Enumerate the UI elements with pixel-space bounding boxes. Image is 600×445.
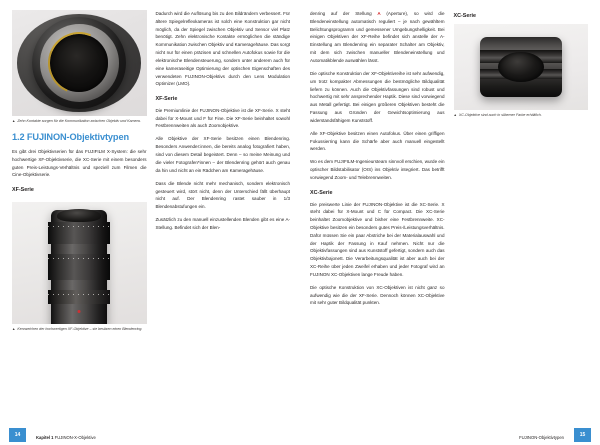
xf-paragraph-1: Die Premiumlinie der FUJINON-Objektive ist die XF-Serie. X steht dabei für X-Mount und F für Fine. Die XF-Serie beinhaltet sowohl Festbrennweiten als auch Zoomobjektive.	[155, 107, 290, 129]
right-page-column-1	[310, 10, 445, 415]
xf-paragraph-4: Zusätzlich zu den manuell einzustellenden Blenden gibt es eine A-Stellung. Befindet sich der Blen-	[155, 217, 290, 230]
lens-focus-ring	[48, 254, 110, 280]
xf-optics-paragraph: Die optische Konstruktion der XF-Objektivreihe ist sehr aufwendig, um trotz kompakter Abmessungen die bestmögliche Bildqualität liefern zu können. Auch die Objektivfassungen sind robust und hochwertig mit sehr ansprechender Haptik. Diese sind vorwiegend aus Metall gefertigt. Bei einigen größeren Objektiven besteht die Fassung aus Gründen der Gewichtsoptimierung aus widerstandsfähigem Kunststoff.	[310, 70, 445, 123]
photo-xf-zoom-lens	[12, 202, 147, 324]
right-page	[300, 0, 600, 445]
continuation-text-before: denring auf der Stellung	[310, 11, 378, 16]
figure-caption-lens-mount	[12, 119, 147, 125]
section-intro-paragraph: Es gibt drei Objektivserien für das FUJIFILM X-System: die sehr hochwertige XF-Objektivserie, die XC-Serie mit einem besonders guten Preis-Leistungs-Verhältnis und speziell zum Filmen die Cine-Objektivserie.	[12, 148, 147, 178]
section-heading-fujinon-objektivtypen: 1.2 FUJINON-Objektivtypen	[12, 131, 129, 142]
photo-xc-lens	[454, 24, 589, 110]
lens-mount-index-dot	[78, 310, 81, 313]
right-page-column-2	[454, 10, 589, 415]
page-number-badge-right: 15	[574, 428, 591, 442]
left-page-footer	[0, 421, 300, 445]
lens-aperture-ring	[48, 290, 110, 304]
photo-lens-rear-mount	[12, 10, 147, 116]
footer-running-head-right: FUJINON-Objektivtypen	[519, 435, 564, 440]
subheading-xc-serie-column2: XC-Serie	[453, 13, 476, 19]
subheading-xf-serie-column2: XF-Serie	[155, 96, 178, 103]
lens-zoom-ring	[48, 222, 110, 244]
right-page-footer	[300, 421, 600, 445]
ring-markings	[48, 294, 110, 295]
caption-marker-icon: ▲	[12, 119, 16, 123]
xf-paragraph-2: Alle Objektive der XF-Serie besitzen einen Blendenring. Besonders Anwender:innen, die bereits analog fotografiert haben, sind von diesem Detail begeistert. Denn – so meine Meinung und die vieler Fotografen*innen – der Blendenring gehört auch genau da hin und nicht an ein Rädchen am Kameragehäuse.	[155, 136, 290, 173]
xc-paragraph-1: Die preiswerte Linie der FUJINON-Objektive ist die XC-Serie. X steht dabei für X-Mount und C für Compact. Die XC-Serie beinhaltet Zoomobjektive und bisher eine Festbrennweite. XC-Objektive besitzen ein besonders gutes Preis-/Leistungsverhältnis. Dafür müssen Sie ein paar Abstriche bei der Materialauswahl und der Haptik der Fassung in Kauf nehmen. Nicht nur die Objektivfassungen sind aus Kunststoff gefertigt, sondern auch das Objektivbajonett. Die Verarbeitungsqualität ist aber auch bei der XC-Reihe über jeden Zweifel erhaben und jeder Fotograf wird an FUJINON XC-Objektiven lange Freude haben.	[310, 201, 445, 277]
left-page-column-1	[12, 10, 147, 415]
xf-paragraph-3: Dass die Blende nicht mehr mechanisch, sondern elektronisch gesteuert wird, stört nicht, denn der Unterschied fällt überhaupt nicht auf. Der Blendenring rastet sauber in 1/3 Blendenabstufungen ein.	[155, 180, 290, 210]
xc-paragraph-2: Die optische Konstruktion von XC-Objektiven ist nicht ganz so aufwendig wie die der XF-Serie. Dennoch können XC-Objektive mit sehr guter Bildqualität punkten.	[310, 284, 445, 306]
footer-running-head-left	[36, 435, 96, 440]
figure-caption-xc-lens	[454, 113, 589, 119]
lens-front-element	[498, 52, 544, 82]
figure-xc-lens	[454, 24, 589, 119]
figure-lens-mount	[12, 10, 147, 125]
lens-compact-graphic	[480, 37, 562, 97]
right-page-columns	[310, 10, 588, 415]
continuation-text-after: (Aperture), so wird die Blendeneinstellung automatisch reguliert – je nach gewähltem Belichtungsprogramm und gemessener Umgebungshelligkeit. Bei einigen Objektiven der XF-Reihe befindet sich anstelle der A-Einstellung am Blendenring ein separater Schalter am Objektiv, mit dem sich zwischen manueller Blendeneinstellung und Automatikblende auswählen lässt.	[310, 11, 445, 63]
xf-autofocus-paragraph: Alle XF-Objektive besitzen einen Autofokus. Über einen griffigen Fokussierring kann die Schärfe aber auch manuell eingestellt werden.	[310, 130, 445, 152]
ring-markings	[48, 226, 110, 227]
lens-zoom-graphic	[51, 210, 107, 324]
footer-chapter-title: FUJINON-X-Objektive	[54, 435, 96, 440]
caption-marker-icon: ▲	[12, 326, 16, 331]
figure-caption-xf-zoom-lens	[12, 327, 147, 333]
page-number-badge-left: 14	[9, 428, 26, 442]
intro-paragraph: Dadurch wird die Auflösung bis zu den Bildrändern verbessert. Für ältere Spiegelreflexkameras ist solch eine Konstruktion gar nicht möglich, da der Spiegel zwischen Objektiv und Sensor viel Platz benötigt. Zehn elektronische Kontakte ermöglichen die ständige Kommunikation zwischen Objektiv und Kameragehäuse. Das sorgt nicht nur für einen präzisen und schnellen Autofokus sowie für die elektronische Blendensteuerung, sondern unter anderem auch für eine kameraseitige Optimierung der optischen Eigenschaften des verwendeten FUJINON-Objektivs durch den Lens Modulation Optimizer (LMO).	[155, 11, 290, 87]
caption-text: Zehn Kontakte sorgen für die Kommunikation zwischen Objektiv und Kamera.	[17, 119, 141, 123]
continuation-paragraph	[310, 10, 445, 65]
left-page-columns	[12, 10, 290, 415]
ring-markings	[48, 258, 110, 259]
subheading-xc-serie: XC-Serie	[310, 190, 333, 196]
page-gutter	[300, 0, 301, 420]
caption-text: Kennzeichen der hochwertigen XF-Objektive – sie besitzen einen Blendenring.	[17, 326, 143, 331]
aperture-a-marker: A	[377, 11, 381, 16]
caption-marker-icon: ▲	[453, 112, 457, 117]
footer-chapter-label: Kapitel 1	[36, 435, 54, 440]
subheading-xf-serie: XF-Serie	[12, 187, 34, 194]
xf-ois-paragraph: Wo es dem FUJIFILM-Ingenieursteam sinnvoll erschien, wurde ein optischer Bildstabilisator (OIS) ins Objektiv integriert. Das betrifft vorwiegend Zoom- und Telebrennweiten.	[310, 159, 445, 180]
left-page-column-2	[156, 10, 291, 415]
lens-front-element	[57, 209, 101, 222]
figure-xf-zoom-lens	[12, 202, 147, 333]
caption-text: XC-Objektive sind auch in silberner Farbe erhältlich.	[458, 112, 542, 117]
